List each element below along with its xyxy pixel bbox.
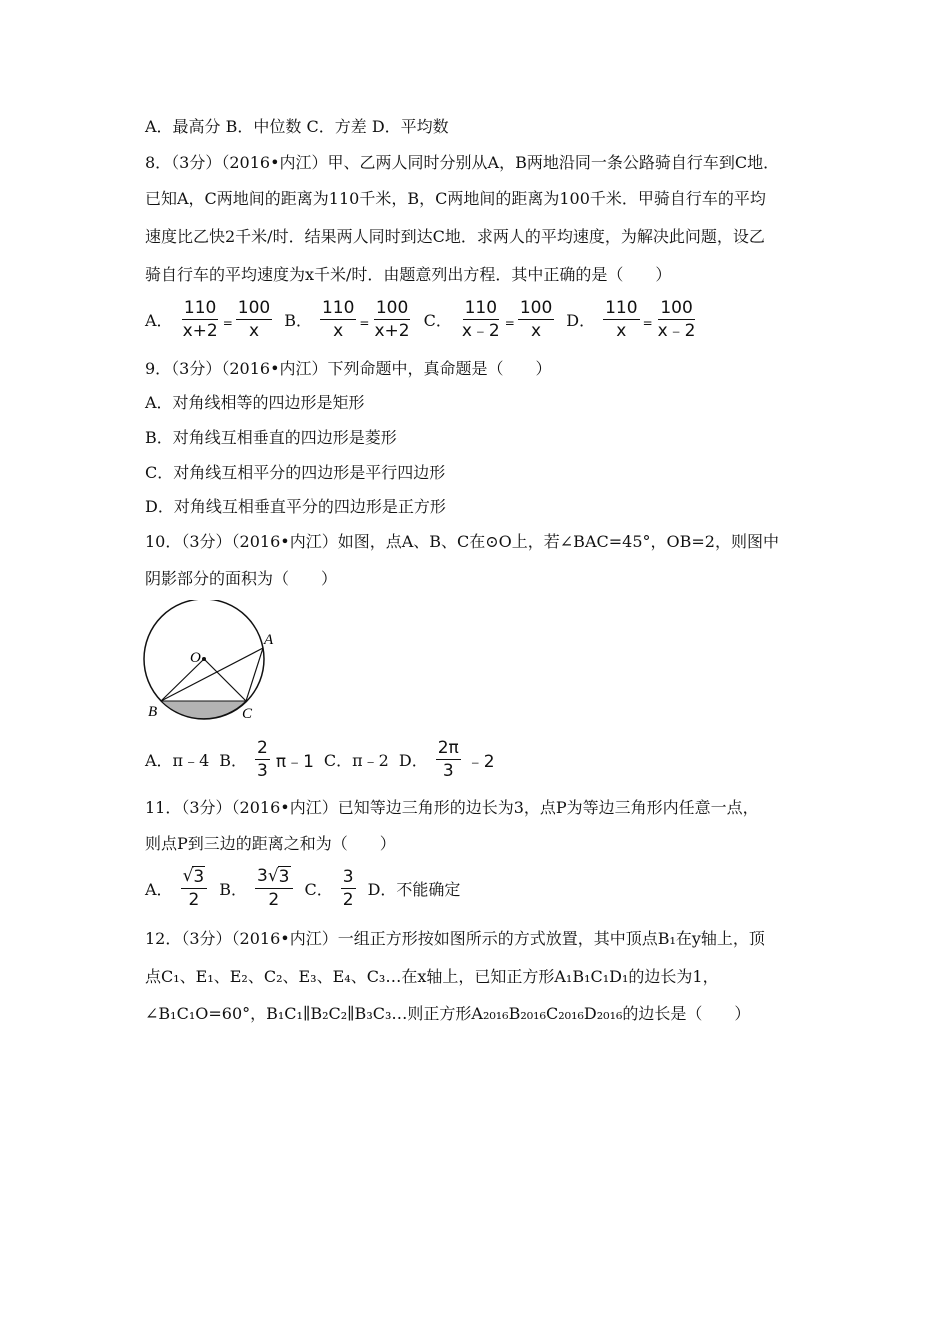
q7-options: A．最高分 B．中位数 C．方差 D．平均数 [145, 117, 449, 136]
label-o: O [190, 650, 201, 666]
q9-stem: 9．（3分）（2016•内江）下列命题中，真命题是（ ） [145, 359, 552, 378]
sqrt-icon: √ [267, 866, 279, 886]
q10-stem-line1: 10．（3分）（2016•内江）如图，点A、B、C在⊙O上，若∠BAC=45°，OB=2，则图中 [145, 532, 779, 551]
q12-stem-line2: 点C₁、E₁、E₂、C₂、E₃、E₄、C₃…在x轴上，已知正方形A₁B₁C₁D₁的边长为1， [145, 967, 719, 986]
circle-diagram [140, 600, 275, 725]
q8-option-b-label: B． [284, 311, 312, 330]
q9-option-d: D．对角线互相垂直平分的四边形是正方形 [145, 497, 446, 516]
q10-option-b-tail: π﹣1 [275, 752, 314, 772]
segment-ab [161, 648, 263, 701]
label-b: B [148, 704, 158, 720]
q12-stem-line1: 12．（3分）（2016•内江）一组正方形按如图所示的方式放置，其中顶点B₁在y轴上，顶 [145, 929, 765, 948]
sqrt-icon: √ [182, 866, 194, 886]
q8-option-a-label: A． [145, 311, 173, 330]
center-point [202, 657, 206, 661]
q12-stem-line3: ∠B₁C₁O=60°，B₁C₁∥B₂C₂∥B₃C₃…则正方形A₂₀₁₆B₂₀₁₆C₂₀₁₆D₂₀₁₆的边长是（ ） [145, 1004, 751, 1023]
q8-option-c-left-fraction: $\frac{110}{x﹣2}$ [461, 298, 500, 341]
q8-stem-line4: 骑自行车的平均速度为x千米/时．由题意列出方程．其中正确的是（ ） [145, 265, 672, 284]
q8-option-c-label: C． [423, 311, 452, 330]
q8-option-b-right-fraction: $\frac{100}{x+2}$ [374, 298, 410, 341]
q11-option-d: D．不能确定 [367, 879, 461, 899]
segment-oc [204, 659, 246, 701]
equals-sign: = [222, 315, 233, 330]
q8-option-b-left-fraction: $\frac{110}{x}$ [321, 298, 355, 341]
equals-sign: = [504, 315, 515, 330]
q8-stem-line3: 速度比乙快2千米/时．结果两人同时到达C地．求两人的平均速度，为解决此问题，设乙 [145, 227, 765, 246]
q11-stem-line1: 11．（3分）（2016•内江）已知等边三角形的边长为3，点P为等边三角形内任意一点， [145, 798, 759, 817]
label-c: C [242, 706, 253, 722]
q11-option-c-label: C． [304, 879, 333, 899]
q11-option-a-label: A． [145, 879, 173, 899]
q8-option-a-left-fraction: $\frac{110}{x+2}$ [182, 298, 218, 341]
q11-option-b-label: B． [219, 879, 247, 899]
q11-stem-line2: 则点P到三边的距离之和为（ ） [145, 834, 396, 853]
q8-option-a-right-fraction: $\frac{100}{x}$ [237, 298, 271, 341]
q8-option-d-label: D． [566, 311, 596, 330]
q10-option-b-fraction: $\frac{2}{3}$ [257, 738, 268, 781]
q8-option-d-right-fraction: $\frac{100}{x﹣2}$ [657, 298, 696, 341]
q10-option-b-label: B． [219, 751, 248, 770]
q9-option-a: A．对角线相等的四边形是矩形 [145, 393, 365, 412]
q8-option-d-left-fraction: $\frac{110}{x}$ [605, 298, 638, 341]
q10-option-a: A．π﹣4 [145, 751, 210, 770]
label-a: A [264, 632, 274, 648]
q11-option-c-fraction: $\frac{3}{2}$ [342, 866, 354, 910]
q10-stem-line2: 阴影部分的面积为（ ） [145, 569, 338, 588]
q8-options [145, 298, 700, 341]
shaded-segment [161, 701, 246, 719]
q8-option-c-right-fraction: $\frac{100}{x}$ [519, 298, 553, 341]
q10-option-c: C．π﹣2 [323, 751, 389, 770]
equals-sign: = [359, 315, 370, 330]
q9-option-c: C．对角线互相平分的四边形是平行四边形 [145, 463, 446, 482]
q8-stem-line1: 8．（3分）（2016•内江）甲、乙两人同时分别从A，B两地沿同一条公路骑自行车到C地． [145, 153, 780, 172]
q11-option-a-fraction: √ 3 2 [181, 866, 208, 910]
q10-options [145, 738, 495, 781]
q11-options [145, 866, 460, 910]
q9-option-b: B．对角线互相垂直的四边形是菱形 [145, 428, 397, 447]
q11-option-b-fraction: 3 √ 3 2 [255, 866, 293, 910]
q10-option-d-tail: ﹣2 [466, 752, 495, 772]
equals-sign: = [642, 315, 653, 330]
q10-option-d-label: D． [398, 751, 428, 770]
q10-option-d-fraction: $\frac{2\pi}{3}$ [437, 738, 459, 781]
q10-circle-figure [140, 600, 275, 729]
q8-stem-line2: 已知A，C两地间的距离为110千米，B，C两地间的距离为100千米．甲骑自行车的平均 [145, 189, 766, 208]
